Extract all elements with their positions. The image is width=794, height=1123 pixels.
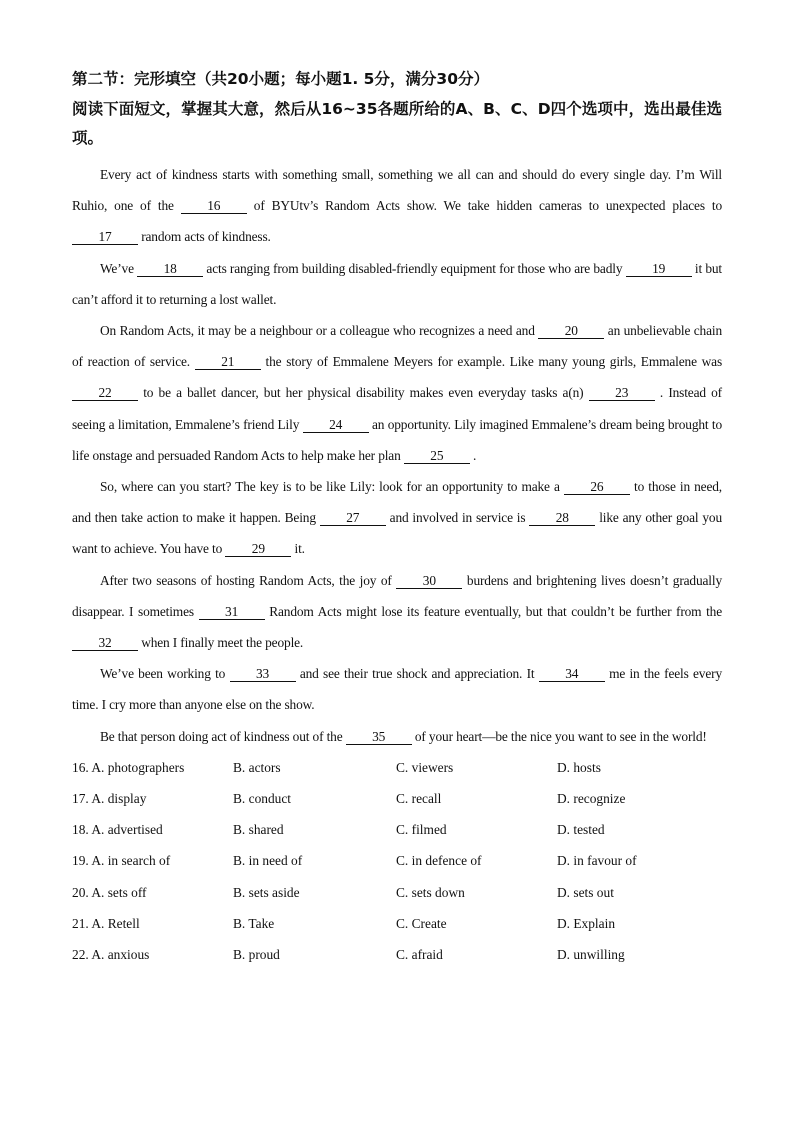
passage-paragraph	[72, 315, 722, 471]
blank-22: 22	[72, 386, 138, 401]
passage-text: We’ve been working to	[100, 666, 230, 682]
blank-34: 34	[539, 667, 605, 682]
passage-paragraph	[72, 471, 722, 565]
passage-text: acts ranging from building disabled-friendly equipment for those who are badly	[203, 260, 626, 276]
passage-paragraph	[72, 159, 722, 253]
option-d: D. in favour of	[557, 853, 637, 869]
passage-text: the story of Emmalene Meyers for example. Like many young girls, Emmalene was	[260, 354, 722, 370]
option-row	[72, 939, 722, 970]
option-d: D. hosts	[557, 759, 601, 775]
option-b: B. Take	[233, 915, 275, 931]
option-c: C. recall	[396, 791, 442, 807]
option-c: C. in defence of	[396, 853, 482, 869]
option-c: C. filmed	[396, 822, 447, 838]
option-row	[72, 783, 722, 814]
passage-text: On Random Acts, it may be a neighbour or a colleague who recognizes a need and	[100, 323, 539, 339]
blank-32: 32	[72, 636, 138, 651]
passage-text: it but can’t afford it to returning a lost wallet.	[72, 260, 722, 307]
option-b: B. sets aside	[233, 884, 300, 900]
passage-text: So, where can you start? The key is to be like Lily: look for an opportunity to make a	[100, 479, 564, 495]
passage-paragraph	[72, 658, 722, 720]
option-c: C. Create	[396, 915, 447, 931]
option-a: 17. A. display	[72, 791, 147, 807]
blank-24: 24	[303, 418, 369, 433]
option-d: D. tested	[557, 822, 605, 838]
option-a: 22. A. anxious	[72, 947, 150, 963]
option-row	[72, 845, 722, 876]
blank-19: 19	[626, 262, 692, 277]
option-a: 20. A. sets off	[72, 884, 147, 900]
option-d: D. unwilling	[557, 947, 625, 963]
section-heading: 第二节：完形填空（共20小题；每小题1. 5分，满分30分）	[72, 70, 489, 88]
passage-text: an opportunity. Lily imagined Emmalene’s dream being brought to life onstage and persuaded Random Acts to help make her plan	[72, 416, 722, 463]
blank-26: 26	[564, 480, 630, 495]
option-row	[72, 814, 722, 845]
blank-16: 16	[181, 199, 247, 214]
option-d: D. Explain	[557, 915, 616, 931]
option-b: B. actors	[233, 759, 281, 775]
option-b: B. in need of	[233, 853, 303, 869]
option-a: 18. A. advertised	[72, 822, 163, 838]
passage-text: to those in need, and then take action to make it happen. Being	[72, 479, 722, 526]
passage-text: it.	[291, 541, 305, 557]
cloze-passage	[72, 159, 722, 752]
blank-23: 23	[589, 386, 655, 401]
section-instruction: 阅读下面短文，掌握其大意，然后从16~35各题所给的A、B、C、D四个选项中，选出最佳选项。	[72, 100, 722, 147]
option-b: B. conduct	[233, 791, 292, 807]
passage-text: .	[469, 447, 477, 463]
exam-page	[72, 64, 722, 970]
option-a: 19. A. in search of	[72, 853, 171, 869]
passage-text: and see their true shock and appreciation. It	[295, 666, 539, 682]
blank-27: 27	[320, 511, 386, 526]
passage-text: Be that person doing act of kindness out of the	[100, 728, 346, 744]
passage-text: of BYUtv’s Random Acts show. We take hidden cameras to unexpected places to	[246, 198, 722, 214]
passage-text: to be a ballet dancer, but her physical disability makes even everyday tasks a(n)	[138, 385, 589, 401]
blank-25: 25	[404, 449, 470, 464]
option-d: D. sets out	[557, 884, 614, 900]
passage-text: . Instead of seeing a limitation, Emmalene’s friend Lily	[72, 385, 722, 432]
option-b: B. proud	[233, 947, 280, 963]
option-row	[72, 877, 722, 908]
passage-text: We’ve	[100, 260, 138, 276]
blank-17: 17	[72, 230, 138, 245]
option-c: C. sets down	[396, 884, 465, 900]
answer-options	[72, 752, 722, 970]
passage-text: an unbelievable chain of reaction of service.	[72, 323, 722, 370]
passage-text: when I finally meet the people.	[138, 635, 304, 651]
option-b: B. shared	[233, 822, 284, 838]
passage-text: and involved in service is	[385, 510, 530, 526]
passage-text: Random Acts might lose its feature eventually, but that couldn’t be further from the	[264, 603, 722, 619]
passage-paragraph	[72, 721, 722, 752]
passage-paragraph	[72, 253, 722, 315]
passage-text: random acts of kindness.	[138, 229, 271, 245]
blank-31: 31	[199, 605, 265, 620]
option-d: D. recognize	[557, 791, 626, 807]
option-c: C. afraid	[396, 947, 443, 963]
passage-text: burdens and brightening lives doesn’t gradually disappear. I sometimes	[72, 572, 722, 619]
option-c: C. viewers	[396, 759, 454, 775]
blank-21: 21	[195, 355, 261, 370]
passage-text: like any other goal you want to achieve. You have to	[72, 510, 722, 557]
blank-20: 20	[538, 324, 604, 339]
option-row	[72, 908, 722, 939]
passage-text: of your heart—be the nice you want to see in the world!	[411, 728, 707, 744]
blank-35: 35	[346, 730, 412, 745]
passage-paragraph	[72, 565, 722, 659]
option-a: 21. A. Retell	[72, 915, 140, 931]
blank-18: 18	[137, 262, 203, 277]
option-a: 16. A. photographers	[72, 759, 185, 775]
passage-text: After two seasons of hosting Random Acts, the joy of	[100, 572, 397, 588]
option-row	[72, 752, 722, 783]
passage-text: Every act of kindness starts with something small, something we all can and should do every single day. I’m Will Ruhio, one of the	[72, 167, 722, 214]
passage-text: me in the feels every time. I cry more than anyone else on the show.	[72, 666, 722, 713]
blank-29: 29	[225, 542, 291, 557]
blank-28: 28	[529, 511, 595, 526]
blank-33: 33	[230, 667, 296, 682]
blank-30: 30	[396, 574, 462, 589]
